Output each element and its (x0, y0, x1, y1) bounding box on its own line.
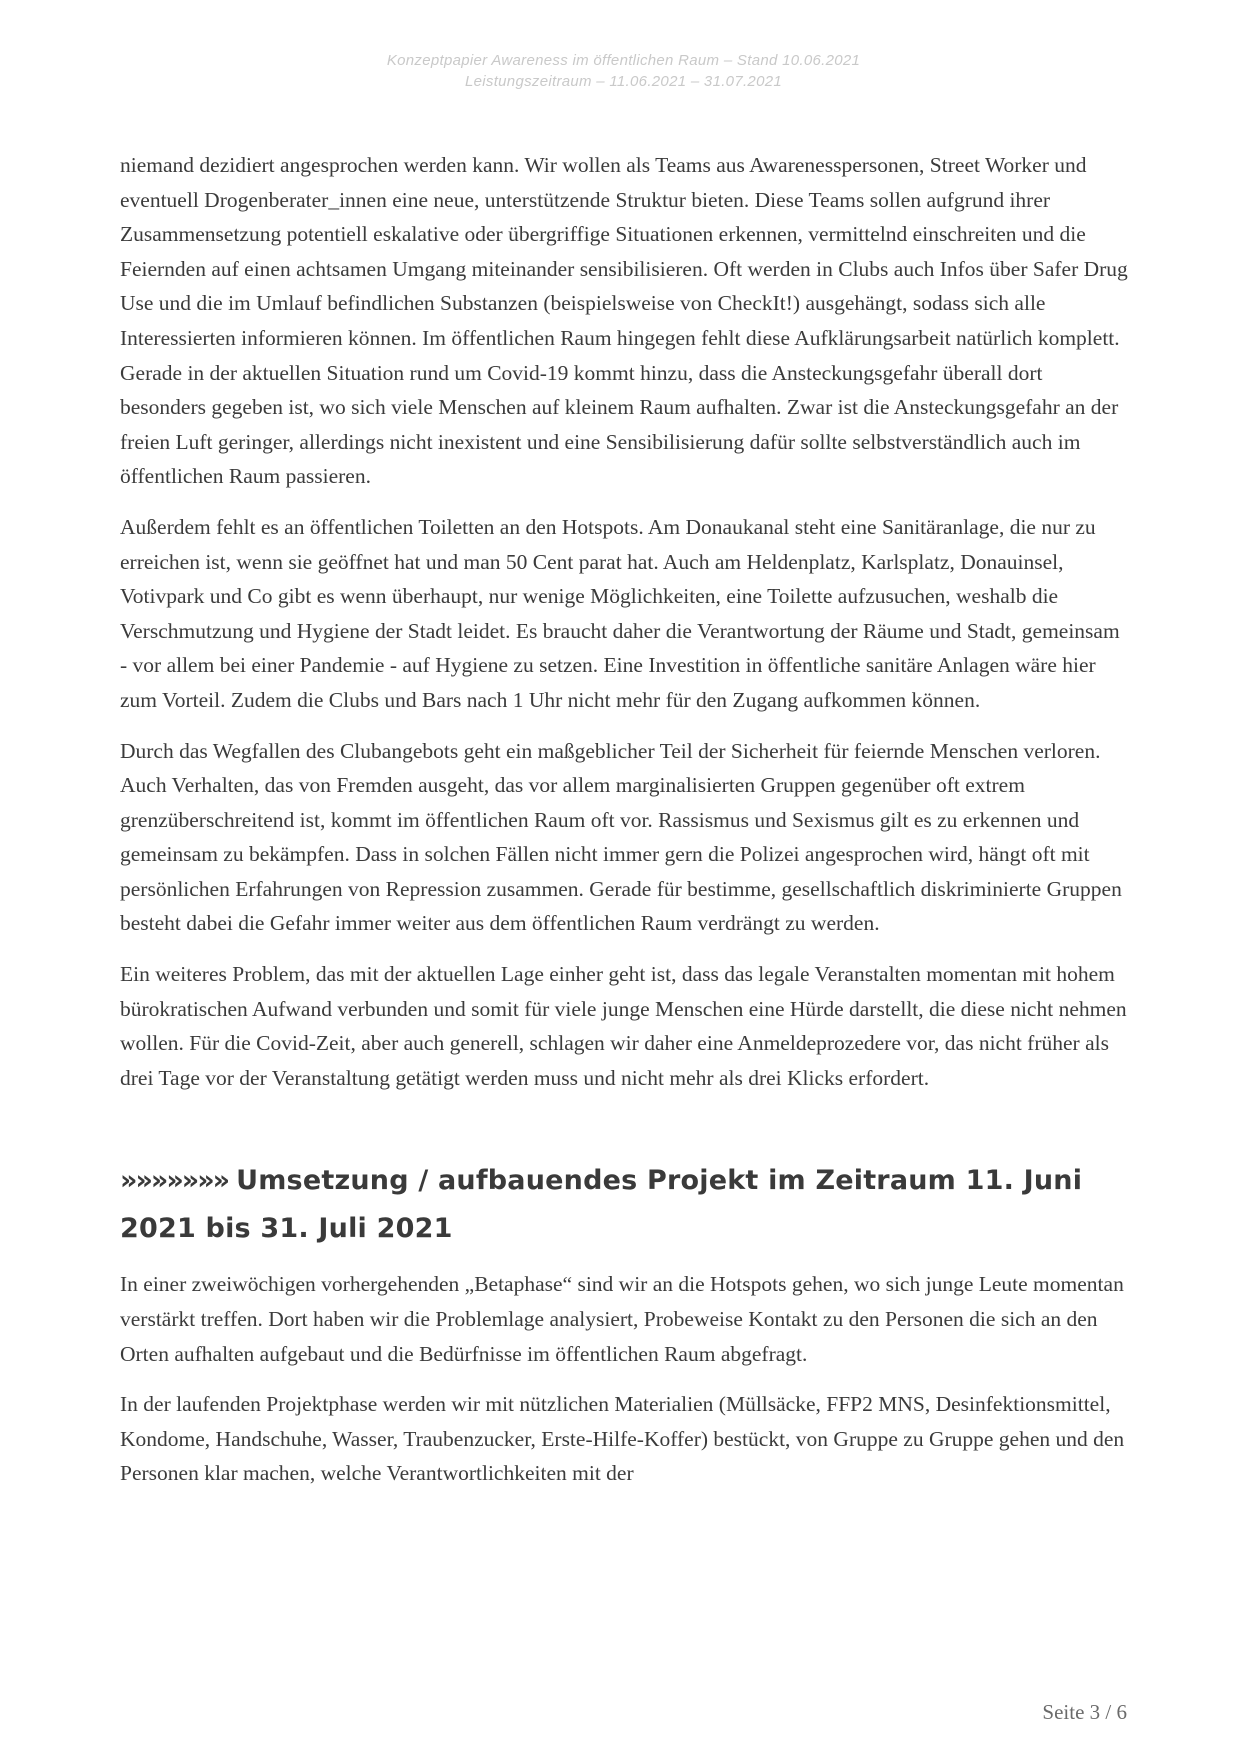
document-body (120, 148, 1130, 1507)
section-paragraph: In einer zweiwöchigen vorhergehenden „Betaphase“ sind wir an die Hotspots gehen, wo sich junge Leute momentan verstärkt treffen. Dort haben wir die Problemlage analysiert, Probeweise Kontakt zu den Personen die sich an den Orten aufhalten aufgebaut und die Bedürfnisse im öffentlichen Raum abgefragt. (120, 1272, 1124, 1366)
body-paragraph: Durch das Wegfallen des Clubangebots geht ein maßgeblicher Teil der Sicherheit für feiernde Menschen verloren. Auch Verhalten, das von Fremden ausgeht, das vor allem marginalisierten Gruppen gegenüber oft extrem grenzüberschreitend ist, kommt im öffentlichen Raum oft vor. Rassismus und Sexismus gilt es zu erkennen und gemeinsam zu bekämpfen. Dass in solchen Fällen nicht immer gern die Polizei angesprochen wird, hängt oft mit persönlichen Erfahrungen von Repression zusammen. Gerade für bestimme, gesellschaftlich diskriminierte Gruppen besteht dabei die Gefahr immer weiter aus dem öffentlichen Raum verdrängt zu werden. (120, 738, 1122, 936)
section-paragraph: In der laufenden Projektphase werden wir mit nützlichen Materialien (Müllsäcke, FFP2 MNS, Desinfektionsmittel, Kondome, Handschuhe, Wasser, Traubenzucker, Erste-Hilfe-Koffer) bestückt, von Gruppe zu Gruppe gehen und den Personen klar machen, welche Verantwortlichkeiten mit der (120, 1392, 1125, 1486)
section-heading (120, 1157, 1130, 1253)
page-header (0, 50, 1247, 92)
header-period: Leistungszeitraum – 11.06.2021 – 31.07.2021 (464, 73, 783, 90)
header-title: Konzeptpapier Awareness im öffentlichen Raum – Stand 10.06.2021 (386, 52, 861, 69)
body-paragraph: Ein weiteres Problem, das mit der aktuellen Lage einher geht ist, dass das legale Veranstalten momentan mit hohem bürokratischen Aufwand verbunden und somit für viele junge Menschen eine Hürde darstellt, die diese nicht nehmen wollen. Für die Covid-Zeit, aber auch generell, schlagen wir daher eine Anmeldeprozedere vor, das nicht früher als drei Tage vor der Veranstaltung getätigt werden muss und nicht mehr als drei Klicks erfordert. (120, 962, 1127, 1090)
body-paragraph: niemand dezidiert angesprochen werden kann. Wir wollen als Teams aus Awarenesspersonen, Street Worker und eventuell Drogenberater_innen eine neue, unterstützende Struktur bieten. Diese Teams sollen aufgrund ihrer Zusammensetzung potentiell eskalative oder übergriffige Situationen erkennen, vermittelnd einschreiten und die Feiernden auf einen achtsamen Umgang miteinander sensibilisieren. Oft werden in Clubs auch Infos über Safer Drug Use und die im Umlauf befindlichen Substanzen (beispielsweise von CheckIt!) ausgehängt, sodass sich alle Interessierten informieren können. Im öffentlichen Raum hingegen fehlt diese Aufklärungsarbeit natürlich komplett. Gerade in der aktuellen Situation rund um Covid-19 kommt hinzu, dass die Ansteckungsgefahr überall dort besonders gegeben ist, wo sich viele Menschen auf kleinem Raum aufhalten. Zwar ist die Ansteckungsgefahr an der freien Luft geringer, allerdings nicht inexistent und eine Sensibilisierung dafür sollte selbstverständlich auch im öffentlichen Raum passieren. (120, 153, 1128, 489)
page-number: Seite 3 / 6 (1042, 1700, 1127, 1724)
body-paragraph: Außerdem fehlt es an öffentlichen Toiletten an den Hotspots. Am Donaukanal steht eine Sanitäranlage, die nur zu erreichen ist, wenn sie geöffnet hat und man 50 Cent parat hat. Auch am Heldenplatz, Karlsplatz, Donauinsel, Votivpark und Co gibt es wenn überhaupt, nur wenige Möglichkeiten, eine Toilette aufzusuchen, weshalb die Verschmutzung und Hygiene der Stadt leidet. Es braucht daher die Verantwortung der Räume und Stadt, gemeinsam - vor allem bei einer Pandemie - auf Hygiene zu setzen. Eine Investition in öffentliche sanitäre Anlagen wäre hier zum Vorteil. Zudem die Clubs und Bars nach 1 Uhr nicht mehr für den Zugang aufkommen können. (120, 514, 1120, 712)
heading-marker: »»»»»»» (120, 1165, 229, 1197)
heading-title: Umsetzung / aufbauendes Projekt im Zeitraum 11. Juni 2021 bis 31. Juli 2021 (120, 1165, 1083, 1245)
